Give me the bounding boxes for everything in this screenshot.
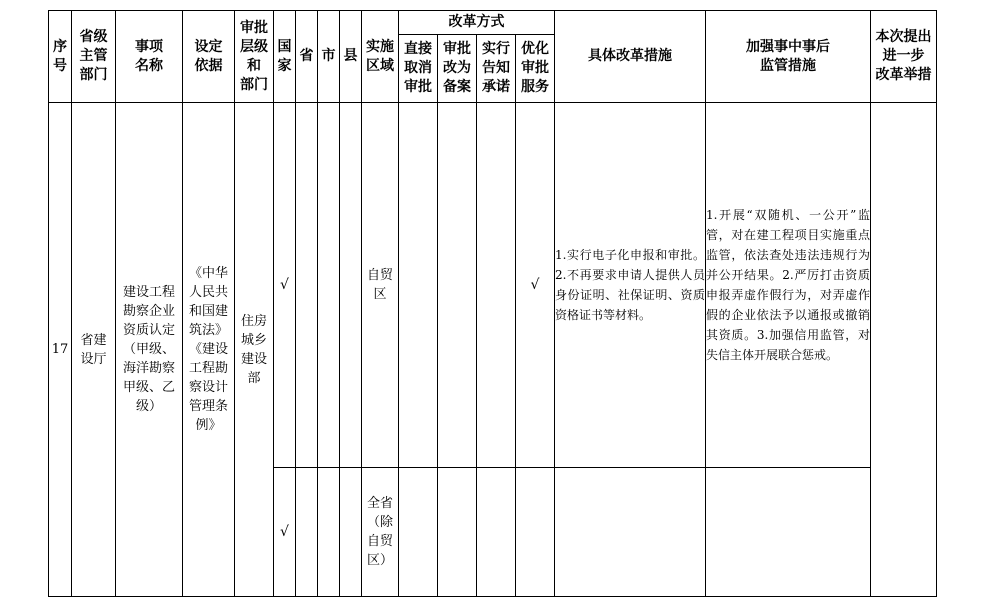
header-measures: 具体改革措施 [555,11,706,103]
header-dept: 省级 主管 部门 [72,11,116,103]
cell-item: 建设工程 勘察企业 资质认定 （甲级、 海洋勘察 甲级、乙 级） [116,103,183,597]
cell-mode-cancel [399,468,438,597]
header-row-1 [49,11,937,35]
cell-mode-filing [438,468,477,597]
cell-city [318,468,340,597]
header-national: 国 家 [274,11,296,103]
cell-seq: 17 [49,103,72,597]
reform-table [48,10,937,597]
table-row [49,103,937,468]
header-seq: 序 号 [49,11,72,103]
cell-mode-promise [477,468,516,597]
cell-measures: 1.实行电子化申报和审批。2.不再要求申请人提供人员身份证明、社保证明、资质资格证书等材料。 [555,103,706,468]
cell-mode-optimize [516,468,555,597]
header-mode-promise: 实行 告知 承诺 [477,35,516,103]
header-approval: 审批 层级 和 部门 [235,11,274,103]
cell-province [296,468,318,597]
header-area: 实施 区域 [362,11,399,103]
header-province: 省 [296,11,318,103]
header-further: 本次提出 进一步 改革举措 [871,11,937,103]
cell-city [318,103,340,468]
cell-mode-optimize-mark: √ [516,103,555,468]
cell-approval: 住房 城乡 建设 部 [235,103,274,597]
cell-county [340,103,362,468]
cell-measures [555,468,706,597]
cell-county [340,468,362,597]
header-item: 事项 名称 [116,11,183,103]
cell-mode-cancel [399,103,438,468]
cell-basis: 《中华 人民共 和国建 筑法》 《建设 工程勘 察设计 管理条 例》 [183,103,235,597]
header-mode-optimize: 优化 审批 服务 [516,35,555,103]
cell-national-mark: √ [274,103,296,468]
cell-further [871,103,937,597]
header-basis: 设定 依据 [183,11,235,103]
cell-mode-filing [438,103,477,468]
cell-supervision [706,468,871,597]
cell-supervision: 1.开展“双随机、一公开”监管，对在建工程项目实施重点监管，依法查处违法违规行为并公开结果。2.严厉打击资质申报弄虚作假行为，对弄虚作假的企业依法予以通报或撤销其资质。3.加强信用监管，对失信主体开展联合惩戒。 [706,103,871,468]
header-city: 市 [318,11,340,103]
header-mode-cancel: 直接 取消 审批 [399,35,438,103]
cell-area: 全省 （除 自贸 区） [362,468,399,597]
cell-dept: 省建 设厅 [72,103,116,597]
header-supervision: 加强事中事后 监管措施 [706,11,871,103]
cell-province [296,103,318,468]
cell-mode-promise [477,103,516,468]
cell-area: 自贸 区 [362,103,399,468]
cell-national-mark: √ [274,468,296,597]
header-mode-filing: 审批 改为 备案 [438,35,477,103]
header-reform-mode: 改革方式 [399,11,555,35]
header-county: 县 [340,11,362,103]
